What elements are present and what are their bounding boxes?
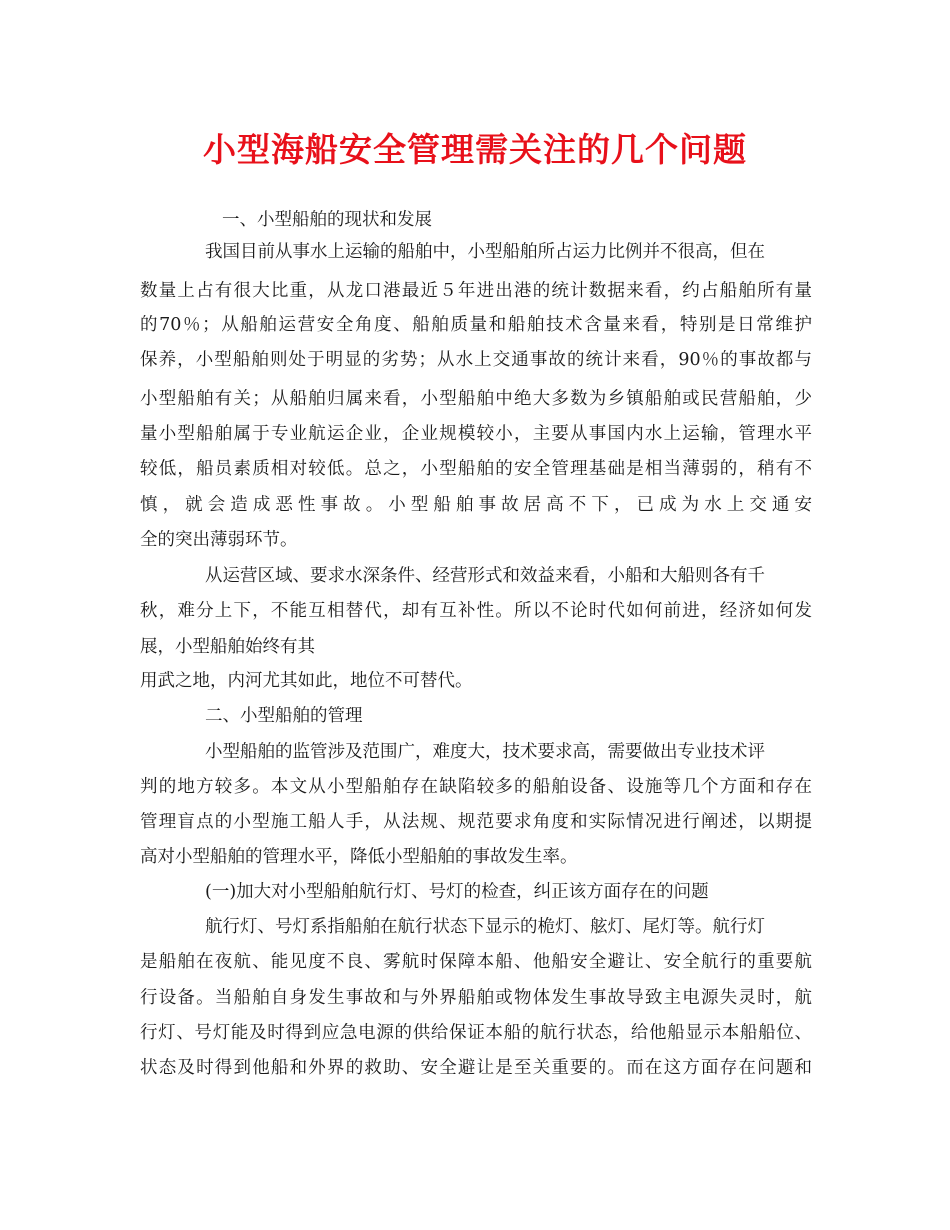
paragraph-line: 量小型船舶属于专业航运企业，企业规模较小，主要从事国内水上运输，管理水平 (140, 424, 812, 444)
page-title: 小型海船安全管理需关注的几个问题 (203, 130, 747, 169)
paragraph-line: 从运营区域、要求水深条件、经营形式和效益来看，小船和大船则各有千 (205, 566, 765, 586)
paragraph-line: 小型船舶有关；从船舶归属来看，小型船舶中绝大多数为乡镇船舶或民营船舶，少 (140, 389, 812, 409)
paragraph-line: 小型船舶的监管涉及范围广，难度大，技术要求高，需要做出专业技术评 (205, 742, 765, 762)
paragraph-line: 展，小型船舶始终有其 (140, 637, 315, 657)
paragraph-line: 航行灯、号灯系指船舶在航行状态下显示的桅灯、舷灯、尾灯等。航行灯 (205, 917, 765, 937)
paragraph-line: 秋，难分上下，不能互相替代，却有互补性。所以不论时代如何前进，经济如何发 (140, 601, 812, 621)
paragraph-line: 是船舶在夜航、能见度不良、雾航时保障本船、他船安全避让、安全航行的重要航 (140, 952, 812, 972)
paragraph-line: 较低，船员素质相对较低。总之，小型船舶的安全管理基础是相当薄弱的，稍有不 (140, 459, 812, 479)
paragraph-line: 用武之地，内河尤其如此，地位不可替代。 (140, 671, 473, 691)
paragraph-line: 保养，小型船舶则处于明显的劣势；从水上交通事故的统计来看，90％的事故都与 (140, 350, 812, 370)
paragraph-line: 我国目前从事水上运输的船舶中，小型船舶所占运力比例并不很高，但在 (205, 242, 765, 262)
paragraph-line: 判的地方较多。本文从小型船舶存在缺陷较多的船舶设备、设施等几个方面和存在 (140, 777, 812, 797)
paragraph-line: 状态及时得到他船和外界的救助、安全避让是至关重要的。而在这方面存在问题和 (140, 1058, 812, 1078)
paragraph-line: 行灯、号灯能及时得到应急电源的供给保证本船的航行状态，给他船显示本船船位、 (140, 1023, 812, 1043)
section-heading-1: 一、小型船舶的现状和发展 (222, 210, 432, 230)
section-heading-2: 二、小型船舶的管理 (205, 706, 363, 726)
paragraph-line: 高对小型船舶的管理水平，降低小型船舶的事故发生率。 (140, 847, 578, 867)
paragraph-line: 行设备。当船舶自身发生事故和与外界船舶或物体发生事故导致主电源失灵时，航 (140, 988, 812, 1008)
paragraph-line: 的70％；从船舶运营安全角度、船舶质量和船舶技术含量来看，特别是日常维护 (140, 315, 812, 335)
paragraph-line: 慎，就会造成恶性事故。小型船舶事故居高不下，已成为水上交通安 (140, 495, 812, 515)
paragraph-line: 全的突出薄弱环节。 (140, 530, 298, 550)
subsection-heading: (一)加大对小型船舶航行灯、号灯的检查，纠正该方面存在的问题 (205, 882, 709, 902)
paragraph-line: 管理盲点的小型施工船人手，从法规、规范要求角度和实际情况进行阐述，以期提 (140, 812, 812, 832)
paragraph-line: 数量上占有很大比重，从龙口港最近５年进出港的统计数据来看，约占船舶所有量 (140, 281, 812, 301)
